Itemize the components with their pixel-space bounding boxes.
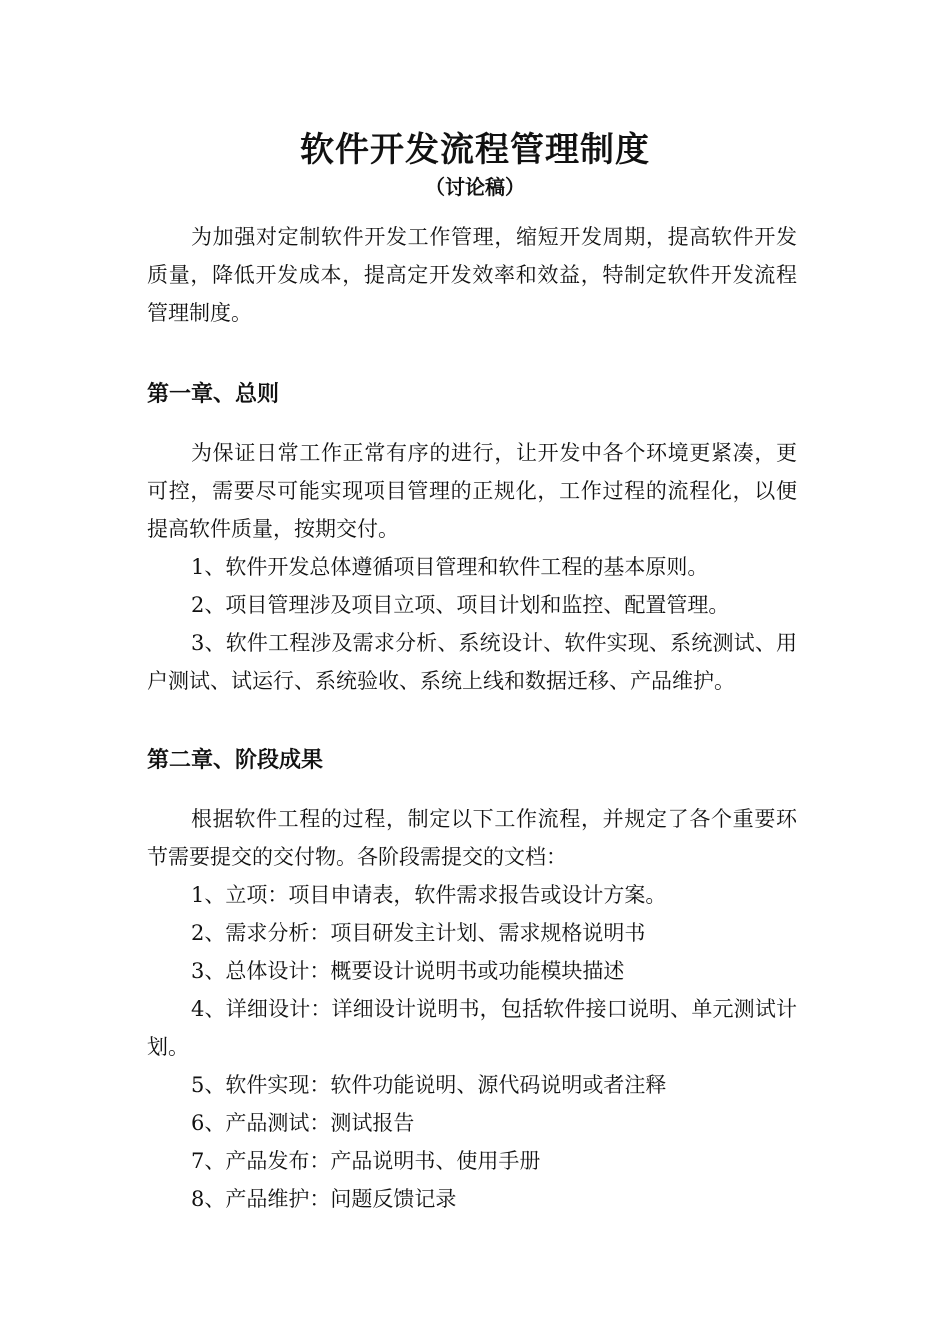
chapter-2-item: 5、软件实现：软件功能说明、源代码说明或者注释 xyxy=(191,1073,667,1097)
chapter-1-item: 3、软件工程涉及需求分析、系统设计、软件实现、系统测试、用户测试、试运行、系统验收、系统上线和数据迁移、产品维护。 xyxy=(147,631,797,693)
document-subtitle: （讨论稿） xyxy=(425,175,525,199)
chapter-2-item: 4、详细设计：详细设计说明书，包括软件接口说明、单元测试计划。 xyxy=(147,997,797,1059)
document-title: 软件开发流程管理制度 xyxy=(300,130,650,170)
chapter-1-item: 1、软件开发总体遵循项目管理和软件工程的基本原则。 xyxy=(191,555,709,579)
chapter-2-paragraph: 根据软件工程的过程，制定以下工作流程，并规定了各个重要环节需要提交的交付物。各阶段需提交的文档： xyxy=(147,807,797,869)
chapter-2-item: 7、产品发布：产品说明书、使用手册 xyxy=(191,1149,541,1173)
chapter-2-item: 3、总体设计：概要设计说明书或功能模块描述 xyxy=(191,959,625,983)
chapter-2-item: 1、立项：项目申请表，软件需求报告或设计方案。 xyxy=(191,883,667,907)
document-body xyxy=(147,218,797,1218)
chapter-1-paragraph: 为保证日常工作正常有序的进行，让开发中各个环境更紧凑，更可控，需要尽可能实现项目管理的正规化，工作过程的流程化，以便提高软件质量，按期交付。 xyxy=(147,441,797,541)
chapter-2-heading: 第二章、阶段成果 xyxy=(147,748,324,773)
chapter-1-heading: 第一章、总则 xyxy=(147,382,280,407)
chapter-2-item: 6、产品测试：测试报告 xyxy=(191,1111,415,1135)
chapter-2-item: 2、需求分析：项目研发主计划、需求规格说明书 xyxy=(191,921,646,945)
chapter-1-item: 2、项目管理涉及项目立项、项目计划和监控、配置管理。 xyxy=(191,593,730,617)
intro-paragraph: 为加强对定制软件开发工作管理，缩短开发周期，提高软件开发质量，降低开发成本，提高定开发效率和效益，特制定软件开发流程管理制度。 xyxy=(147,225,797,325)
chapter-2-item: 8、产品维护：问题反馈记录 xyxy=(191,1187,457,1211)
